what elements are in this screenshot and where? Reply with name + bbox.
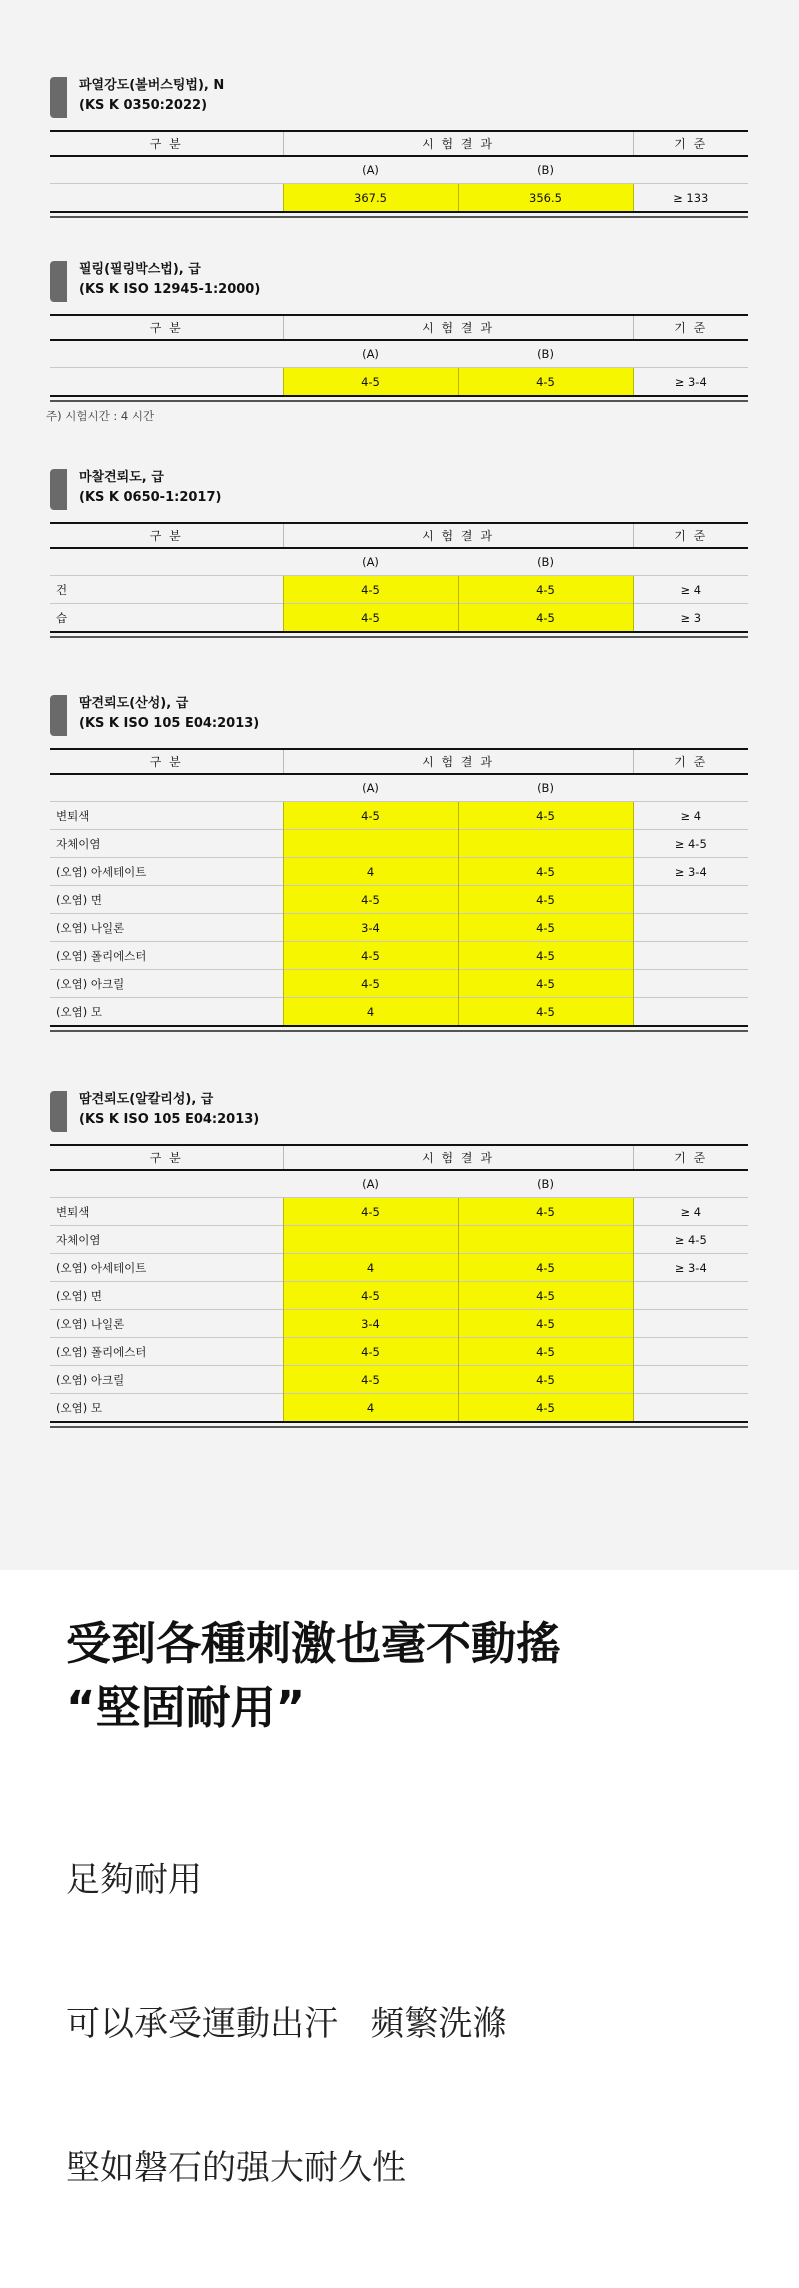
section-rubbing-fastness [50,468,748,638]
section-header [50,468,748,514]
sample-b-label: (B) [537,163,554,177]
row-label: (오염) 모 [50,998,283,1027]
header-category: 구 분 [50,315,283,340]
header-category: 구 분 [50,131,283,156]
value-b [458,830,633,858]
headline-line-2: “堅固耐用” [66,1681,306,1734]
value-a: 4-5 [283,604,458,633]
standard-value: ≥ 3-4 [633,368,748,397]
standard-value [633,998,748,1027]
header-standard: 기 준 [633,749,748,774]
sample-b-label: (B) [537,781,554,795]
standard-value: ≥ 4 [633,802,748,830]
row-label: (오염) 모 [50,1394,283,1423]
row-label: (오염) 면 [50,1282,283,1310]
divider [50,1426,748,1428]
value-a: 3-4 [283,914,458,942]
section-marker [50,261,67,302]
header-standard: 기 준 [633,523,748,548]
standard-value [633,1310,748,1338]
value-a: 4-5 [283,1366,458,1394]
sample-b-label: (B) [537,555,554,569]
value-b: 4-5 [458,1198,633,1226]
results-table [50,130,748,213]
standard-value [633,1366,748,1394]
results-table [50,1144,748,1423]
row-label: (오염) 아세테이트 [50,1254,283,1282]
section-header [50,694,748,740]
body-line-1: 足夠耐用 [66,1860,202,1900]
sample-a-label: (A) [362,1177,379,1191]
standard-value [633,886,748,914]
results-table [50,522,748,633]
value-b: 4-5 [458,1282,633,1310]
table-row [50,1254,748,1282]
row-label: (오염) 폴리에스터 [50,1338,283,1366]
standard-value [633,1394,748,1423]
value-a: 4 [283,1254,458,1282]
value-b: 356.5 [458,184,633,213]
header-standard: 기 준 [633,315,748,340]
row-label: (오염) 아크릴 [50,970,283,998]
value-b: 4-5 [458,368,633,397]
standard-value [633,970,748,998]
body-line-3: 堅如磐石的强大耐久性 [66,2148,406,2188]
value-a: 367.5 [283,184,458,213]
standard-value [633,914,748,942]
section-pilling [46,260,748,424]
table-row [50,970,748,998]
promo-section [0,1570,799,2188]
row-label: (오염) 면 [50,886,283,914]
value-b: 4-5 [458,942,633,970]
value-a: 4-5 [283,970,458,998]
row-label: (오염) 나일론 [50,1310,283,1338]
standard-value: ≥ 4-5 [633,830,748,858]
header-result: 시 험 결 과 [283,523,633,548]
value-b: 4-5 [458,576,633,604]
table-row [50,1282,748,1310]
standard-value: ≥ 133 [633,184,748,213]
divider [50,400,748,402]
sample-a-label: (A) [362,163,379,177]
value-b: 4-5 [458,970,633,998]
table-row [50,942,748,970]
headline-line-1: 受到各種刺激也毫不動搖 [66,1617,562,1670]
standard-value: ≥ 4-5 [633,1226,748,1254]
value-a: 4-5 [283,368,458,397]
section-title: 파열강도(볼버스팅법), N (KS K 0350:2022) [79,78,225,113]
header-result: 시 험 결 과 [283,1145,633,1170]
table-row [50,998,748,1027]
row-label: (오염) 아크릴 [50,1366,283,1394]
value-b: 4-5 [458,914,633,942]
row-label [50,184,283,213]
table-row [50,886,748,914]
header-category: 구 분 [50,523,283,548]
value-b [458,1226,633,1254]
table-row [50,858,748,886]
value-a: 4 [283,998,458,1027]
value-b: 4-5 [458,858,633,886]
header-result: 시 험 결 과 [283,749,633,774]
value-b: 4-5 [458,1394,633,1423]
value-a: 4-5 [283,576,458,604]
header-category: 구 분 [50,749,283,774]
row-label: 습 [50,604,283,633]
header-standard: 기 준 [633,1145,748,1170]
value-a: 4 [283,858,458,886]
table-row [50,830,748,858]
section-perspiration-acid [50,694,748,1032]
value-a: 4-5 [283,802,458,830]
table-row [50,1310,748,1338]
header-category: 구 분 [50,1145,283,1170]
section-header [50,1090,748,1136]
standard-value [633,1282,748,1310]
table-row [50,914,748,942]
row-label: (오염) 폴리에스터 [50,942,283,970]
sample-a-label: (A) [362,781,379,795]
value-b: 4-5 [458,998,633,1027]
section-marker [50,695,67,736]
value-a: 4 [283,1394,458,1423]
table-row [50,184,748,213]
sample-a-label: (A) [362,555,379,569]
table-row [50,1338,748,1366]
value-b: 4-5 [458,1310,633,1338]
section-marker [50,77,67,118]
row-label: 자체이염 [50,830,283,858]
standard-value [633,942,748,970]
section-bursting-strength [50,76,748,218]
standard-value: ≥ 3-4 [633,1254,748,1282]
table-row [50,576,748,604]
standard-value: ≥ 4 [633,1198,748,1226]
value-a: 4-5 [283,1338,458,1366]
body-line-2: 可以承受運動出汗 頻繁洗滌 [66,2004,507,2044]
divider [50,1030,748,1032]
value-a: 4-5 [283,886,458,914]
row-label: 건 [50,576,283,604]
section-title: 땀견뢰도(알칼리성), 급 (KS K ISO 105 E04:2013) [79,1092,260,1127]
standard-value: ≥ 3 [633,604,748,633]
value-a: 4-5 [283,1282,458,1310]
row-label [50,368,283,397]
sample-b-label: (B) [537,1177,554,1191]
value-b: 4-5 [458,886,633,914]
header-result: 시 험 결 과 [283,131,633,156]
sample-a-label: (A) [362,347,379,361]
section-header [50,260,748,306]
header-result: 시 험 결 과 [283,315,633,340]
row-label: (오염) 나일론 [50,914,283,942]
promo-body [66,1760,506,2288]
value-b: 4-5 [458,1366,633,1394]
section-title: 필링(필링박스법), 급 (KS K ISO 12945-1:2000) [79,262,261,297]
divider [50,216,748,218]
standard-value: ≥ 3-4 [633,858,748,886]
table-row [50,1198,748,1226]
section-title: 마찰견뢰도, 급 (KS K 0650-1:2017) [79,470,222,505]
table-row [50,1226,748,1254]
sample-b-label: (B) [537,347,554,361]
row-label: 자체이염 [50,1226,283,1254]
table-row [50,802,748,830]
section-title: 땀견뢰도(산성), 급 (KS K ISO 105 E04:2013) [79,696,260,731]
value-b: 4-5 [458,1338,633,1366]
value-b: 4-5 [458,1254,633,1282]
table-row [50,604,748,633]
standard-value: ≥ 4 [633,576,748,604]
value-a: 4-5 [283,1198,458,1226]
value-a: 4-5 [283,942,458,970]
section-header [50,76,748,122]
table-row [50,1366,748,1394]
value-b: 4-5 [458,802,633,830]
value-a [283,1226,458,1254]
standard-value [633,1338,748,1366]
section-perspiration-alkaline [50,1090,748,1428]
row-label: (오염) 아세테이트 [50,858,283,886]
value-a: 3-4 [283,1310,458,1338]
table-row [50,368,748,397]
table-row [50,1394,748,1423]
results-table [50,314,748,397]
section-marker [50,1091,67,1132]
row-label: 변퇴색 [50,1198,283,1226]
test-duration-note: 주) 시험시간 : 4 시간 [46,409,155,423]
value-b: 4-5 [458,604,633,633]
header-standard: 기 준 [633,131,748,156]
row-label: 변퇴색 [50,802,283,830]
divider [50,636,748,638]
value-a [283,830,458,858]
results-table [50,748,748,1027]
promo-headline [66,1612,561,1740]
section-marker [50,469,67,510]
